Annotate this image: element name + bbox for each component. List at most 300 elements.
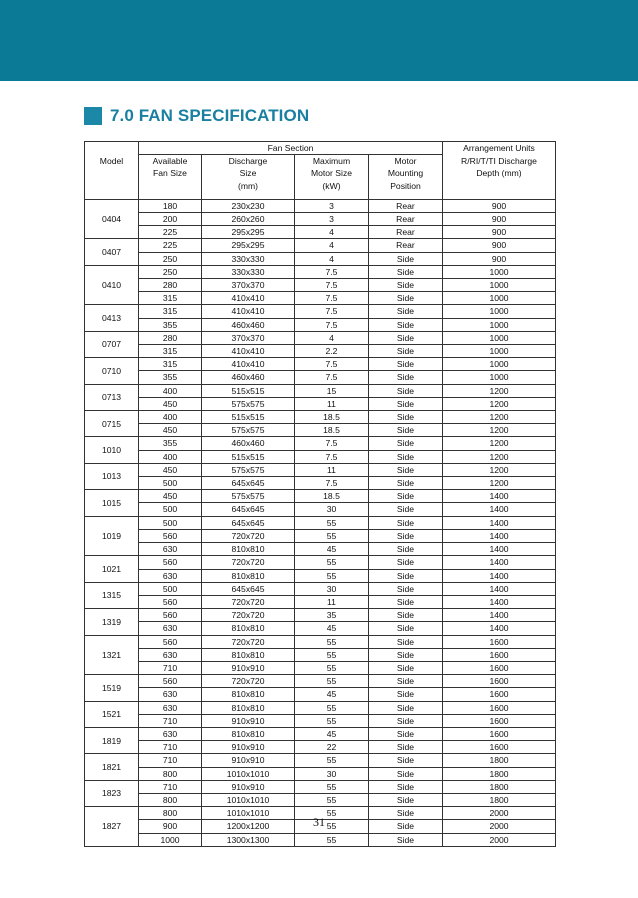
discharge-cell: 460x460: [202, 437, 295, 450]
depth-cell: 1200: [443, 477, 556, 490]
mounting-cell: Side: [369, 622, 443, 635]
motor-size-cell: 45: [295, 688, 369, 701]
fan-size-cell: 315: [139, 305, 202, 318]
mounting-cell: Side: [369, 754, 443, 767]
table-row: [85, 424, 556, 437]
depth-cell: 1600: [443, 648, 556, 661]
discharge-cell: 515x515: [202, 384, 295, 397]
fan-size-cell: 630: [139, 569, 202, 582]
mounting-cell: Side: [369, 516, 443, 529]
depth-cell: 1600: [443, 675, 556, 688]
discharge-cell: 1010x1010: [202, 807, 295, 820]
table-row: [85, 226, 556, 239]
motor-size-cell: 18.5: [295, 424, 369, 437]
header-cell: [139, 192, 202, 200]
motor-size-cell: 7.5: [295, 437, 369, 450]
table-row: [85, 503, 556, 516]
depth-cell: 1600: [443, 701, 556, 714]
discharge-cell: 645x645: [202, 503, 295, 516]
discharge-cell: 720x720: [202, 609, 295, 622]
mounting-cell: Side: [369, 793, 443, 806]
discharge-cell: 230x230: [202, 199, 295, 212]
table-row: [85, 463, 556, 476]
table-row: [85, 450, 556, 463]
motor-size-cell: 55: [295, 675, 369, 688]
table-row: [85, 213, 556, 226]
table-row: [85, 371, 556, 384]
mounting-cell: Side: [369, 675, 443, 688]
model-cell: 1821: [85, 754, 139, 780]
motor-size-cell: 45: [295, 543, 369, 556]
mounting-cell: Side: [369, 582, 443, 595]
discharge-cell: 460x460: [202, 318, 295, 331]
mounting-cell: Side: [369, 688, 443, 701]
fan-size-cell: 560: [139, 595, 202, 608]
motor-size-cell: 7.5: [295, 371, 369, 384]
motor-size-header-1: Maximum: [295, 155, 369, 168]
discharge-cell: 645x645: [202, 582, 295, 595]
motor-size-cell: 11: [295, 397, 369, 410]
fan-size-cell: 500: [139, 477, 202, 490]
model-cell: 1013: [85, 463, 139, 489]
mounting-header-3: Position: [369, 180, 443, 192]
mounting-cell: Rear: [369, 226, 443, 239]
table-row: [85, 714, 556, 727]
fan-size-cell: 630: [139, 701, 202, 714]
fan-size-cell: 400: [139, 384, 202, 397]
table-row: [85, 490, 556, 503]
fan-size-cell: 560: [139, 635, 202, 648]
fan-size-cell: 450: [139, 490, 202, 503]
table-row: [85, 609, 556, 622]
table-row: [85, 635, 556, 648]
motor-size-cell: 55: [295, 780, 369, 793]
depth-cell: 1600: [443, 635, 556, 648]
mounting-cell: Side: [369, 543, 443, 556]
table-row: [85, 569, 556, 582]
depth-cell: 1200: [443, 411, 556, 424]
depth-cell: 1200: [443, 424, 556, 437]
arrangement-header: Arrangement Units: [443, 142, 556, 155]
motor-size-cell: 55: [295, 635, 369, 648]
depth-cell: 1800: [443, 754, 556, 767]
table-row: [85, 595, 556, 608]
motor-size-cell: 55: [295, 648, 369, 661]
depth-cell: 1600: [443, 741, 556, 754]
mounting-cell: Side: [369, 252, 443, 265]
discharge-cell: 810x810: [202, 569, 295, 582]
table-row: [85, 279, 556, 292]
mounting-cell: Side: [369, 358, 443, 371]
depth-cell: 900: [443, 252, 556, 265]
table-row: [85, 411, 556, 424]
depth-cell: 1000: [443, 305, 556, 318]
fan-size-cell: 630: [139, 727, 202, 740]
mounting-cell: Side: [369, 595, 443, 608]
mounting-header-2: Mounting: [369, 167, 443, 179]
table-row: [85, 622, 556, 635]
motor-size-cell: 55: [295, 833, 369, 846]
page-number: 31: [313, 815, 325, 829]
mounting-cell: Side: [369, 701, 443, 714]
fan-size-cell: 400: [139, 450, 202, 463]
mounting-cell: Side: [369, 331, 443, 344]
depth-cell: 1000: [443, 358, 556, 371]
fan-size-cell: 710: [139, 714, 202, 727]
motor-size-cell: 4: [295, 252, 369, 265]
model-cell: 0404: [85, 199, 139, 239]
fan-size-cell: 200: [139, 213, 202, 226]
mounting-cell: Side: [369, 635, 443, 648]
depth-cell: 1800: [443, 780, 556, 793]
mounting-cell: Side: [369, 714, 443, 727]
fan-size-cell: 280: [139, 331, 202, 344]
table-row: [85, 199, 556, 212]
heading-square-icon: [84, 107, 102, 125]
motor-size-cell: 55: [295, 661, 369, 674]
discharge-cell: 910x910: [202, 754, 295, 767]
mounting-cell: Side: [369, 807, 443, 820]
mounting-cell: Side: [369, 265, 443, 278]
fan-size-cell: 250: [139, 265, 202, 278]
fan-size-cell: 500: [139, 516, 202, 529]
fan-size-cell: 250: [139, 252, 202, 265]
discharge-cell: 1300x1300: [202, 833, 295, 846]
mounting-cell: Rear: [369, 199, 443, 212]
table-row: [85, 727, 556, 740]
motor-size-cell: 30: [295, 503, 369, 516]
model-cell: 1321: [85, 635, 139, 675]
discharge-cell: 645x645: [202, 516, 295, 529]
model-cell: 1519: [85, 675, 139, 701]
depth-cell: 1600: [443, 661, 556, 674]
model-cell: 0413: [85, 305, 139, 331]
discharge-header-3: (mm): [202, 180, 295, 192]
motor-size-cell: 55: [295, 820, 369, 833]
model-cell: 1021: [85, 556, 139, 582]
mounting-header-1: Motor: [369, 155, 443, 168]
motor-size-cell: 22: [295, 741, 369, 754]
fan-size-cell: 560: [139, 675, 202, 688]
table-row: [85, 582, 556, 595]
discharge-cell: 575x575: [202, 424, 295, 437]
model-cell: 1019: [85, 516, 139, 556]
mounting-cell: Side: [369, 424, 443, 437]
motor-size-cell: 55: [295, 701, 369, 714]
fan-size-header-1: Available: [139, 155, 202, 168]
mounting-cell: Side: [369, 780, 443, 793]
discharge-cell: 515x515: [202, 450, 295, 463]
fan-size-cell: 800: [139, 807, 202, 820]
section-title: 7.0 FAN SPECIFICATION: [110, 106, 310, 125]
table-row: [85, 661, 556, 674]
model-cell: 1010: [85, 437, 139, 463]
header-band: [0, 0, 638, 81]
table-row: [85, 305, 556, 318]
header-cell: [85, 192, 139, 200]
table-row: [85, 318, 556, 331]
depth-cell: 1200: [443, 450, 556, 463]
motor-size-cell: 4: [295, 331, 369, 344]
fan-size-cell: 280: [139, 279, 202, 292]
fan-size-cell: 355: [139, 437, 202, 450]
discharge-cell: 910x910: [202, 741, 295, 754]
table-row: [85, 701, 556, 714]
motor-size-cell: 7.5: [295, 318, 369, 331]
header-cell: [443, 192, 556, 200]
discharge-cell: 260x260: [202, 213, 295, 226]
fan-size-cell: 710: [139, 741, 202, 754]
mounting-cell: Side: [369, 318, 443, 331]
mounting-cell: Side: [369, 503, 443, 516]
discharge-cell: 410x410: [202, 292, 295, 305]
depth-cell: 1000: [443, 318, 556, 331]
depth-cell: 1400: [443, 503, 556, 516]
discharge-cell: 1200x1200: [202, 820, 295, 833]
discharge-cell: 515x515: [202, 411, 295, 424]
header-cell: [295, 192, 369, 200]
discharge-cell: 910x910: [202, 780, 295, 793]
fan-size-cell: 560: [139, 529, 202, 542]
model-cell: 1521: [85, 701, 139, 727]
mounting-cell: Rear: [369, 239, 443, 252]
discharge-cell: 810x810: [202, 648, 295, 661]
depth-cell: 1400: [443, 569, 556, 582]
table-row: [85, 556, 556, 569]
motor-size-cell: 55: [295, 556, 369, 569]
motor-size-cell: 7.5: [295, 279, 369, 292]
fan-size-cell: 450: [139, 397, 202, 410]
fan-size-cell: 500: [139, 582, 202, 595]
motor-size-cell: 55: [295, 529, 369, 542]
depth-header-2: Depth (mm): [443, 167, 556, 179]
header-cell: [85, 180, 139, 192]
model-cell: 0713: [85, 384, 139, 410]
discharge-header-2: Size: [202, 167, 295, 179]
mounting-cell: Side: [369, 463, 443, 476]
mounting-cell: Side: [369, 648, 443, 661]
depth-cell: 1000: [443, 292, 556, 305]
mounting-cell: Side: [369, 727, 443, 740]
motor-size-cell: 3: [295, 199, 369, 212]
discharge-cell: 410x410: [202, 358, 295, 371]
model-cell: 1823: [85, 780, 139, 806]
header-cell: [369, 192, 443, 200]
mounting-cell: Side: [369, 767, 443, 780]
motor-size-cell: 18.5: [295, 411, 369, 424]
discharge-cell: 645x645: [202, 477, 295, 490]
depth-cell: 1000: [443, 279, 556, 292]
mounting-cell: Side: [369, 661, 443, 674]
fan-section-header: Fan Section: [139, 142, 443, 155]
motor-size-cell: 55: [295, 793, 369, 806]
model-cell: 1319: [85, 609, 139, 635]
discharge-cell: 910x910: [202, 714, 295, 727]
discharge-cell: 1010x1010: [202, 793, 295, 806]
header-cell: [443, 180, 556, 192]
depth-cell: 2000: [443, 820, 556, 833]
depth-cell: 900: [443, 199, 556, 212]
motor-size-cell: 4: [295, 226, 369, 239]
motor-size-cell: 30: [295, 767, 369, 780]
mounting-cell: Side: [369, 371, 443, 384]
discharge-cell: 1010x1010: [202, 767, 295, 780]
table-row: [85, 477, 556, 490]
header-cell: [202, 192, 295, 200]
motor-size-header-2: Motor Size: [295, 167, 369, 179]
discharge-cell: 720x720: [202, 595, 295, 608]
fan-size-cell: 225: [139, 239, 202, 252]
motor-size-cell: 45: [295, 727, 369, 740]
motor-size-cell: 7.5: [295, 358, 369, 371]
motor-size-cell: 45: [295, 622, 369, 635]
mounting-cell: Side: [369, 833, 443, 846]
table-row: [85, 384, 556, 397]
table-row: [85, 252, 556, 265]
model-cell: 1827: [85, 807, 139, 847]
discharge-cell: 720x720: [202, 675, 295, 688]
fan-size-cell: 560: [139, 556, 202, 569]
depth-cell: 1200: [443, 397, 556, 410]
mounting-cell: Side: [369, 556, 443, 569]
depth-cell: 1600: [443, 714, 556, 727]
depth-header-1: R/RI/T/TI Discharge: [443, 155, 556, 168]
discharge-cell: 810x810: [202, 701, 295, 714]
table-row: [85, 516, 556, 529]
motor-size-cell: 7.5: [295, 305, 369, 318]
discharge-cell: 810x810: [202, 622, 295, 635]
fan-size-cell: 450: [139, 463, 202, 476]
fan-size-cell: 315: [139, 358, 202, 371]
fan-size-cell: 1000: [139, 833, 202, 846]
discharge-cell: 720x720: [202, 529, 295, 542]
motor-size-cell: 18.5: [295, 490, 369, 503]
depth-cell: 1000: [443, 345, 556, 358]
model-cell: 0710: [85, 358, 139, 384]
fan-size-cell: 630: [139, 543, 202, 556]
table-row: [85, 833, 556, 846]
fan-size-cell: 315: [139, 292, 202, 305]
depth-cell: 1800: [443, 767, 556, 780]
depth-cell: 2000: [443, 833, 556, 846]
depth-cell: 1200: [443, 384, 556, 397]
table-row: [85, 754, 556, 767]
motor-size-cell: 55: [295, 754, 369, 767]
motor-size-cell: 7.5: [295, 292, 369, 305]
mounting-cell: Side: [369, 490, 443, 503]
mounting-cell: Side: [369, 450, 443, 463]
motor-size-cell: 55: [295, 516, 369, 529]
table-row: [85, 780, 556, 793]
model-cell: 0715: [85, 411, 139, 437]
depth-cell: 1000: [443, 371, 556, 384]
mounting-cell: Side: [369, 741, 443, 754]
depth-cell: 1400: [443, 622, 556, 635]
table-row: [85, 793, 556, 806]
depth-cell: 2000: [443, 807, 556, 820]
mounting-cell: Side: [369, 397, 443, 410]
depth-cell: 1200: [443, 437, 556, 450]
table-row: [85, 345, 556, 358]
motor-size-cell: 11: [295, 463, 369, 476]
discharge-cell: 575x575: [202, 490, 295, 503]
model-cell: 0707: [85, 331, 139, 357]
motor-size-cell: 11: [295, 595, 369, 608]
discharge-cell: 410x410: [202, 305, 295, 318]
motor-size-cell: 7.5: [295, 265, 369, 278]
depth-cell: 900: [443, 213, 556, 226]
model-cell: 1315: [85, 582, 139, 608]
motor-size-cell: 7.5: [295, 450, 369, 463]
section-heading: [84, 105, 309, 127]
fan-size-cell: 500: [139, 503, 202, 516]
depth-cell: 1200: [443, 463, 556, 476]
header-cell: [85, 142, 139, 155]
table-row: [85, 358, 556, 371]
depth-cell: 1400: [443, 529, 556, 542]
fan-size-cell: 560: [139, 609, 202, 622]
table-row: [85, 239, 556, 252]
motor-size-cell: 15: [295, 384, 369, 397]
discharge-cell: 295x295: [202, 226, 295, 239]
motor-size-cell: 2.2: [295, 345, 369, 358]
discharge-cell: 330x330: [202, 252, 295, 265]
depth-cell: 900: [443, 226, 556, 239]
fan-size-cell: 225: [139, 226, 202, 239]
depth-cell: 1400: [443, 582, 556, 595]
table-row: [85, 397, 556, 410]
table-row: [85, 741, 556, 754]
motor-size-cell: 3: [295, 213, 369, 226]
model-cell: 1819: [85, 727, 139, 753]
table-row: [85, 688, 556, 701]
mounting-cell: Side: [369, 477, 443, 490]
mounting-cell: Rear: [369, 213, 443, 226]
fan-size-cell: 710: [139, 661, 202, 674]
discharge-cell: 720x720: [202, 556, 295, 569]
discharge-cell: 910x910: [202, 661, 295, 674]
fan-size-cell: 900: [139, 820, 202, 833]
mounting-cell: Side: [369, 292, 443, 305]
motor-size-cell: 7.5: [295, 477, 369, 490]
mounting-cell: Side: [369, 345, 443, 358]
depth-cell: 1400: [443, 490, 556, 503]
mounting-cell: Side: [369, 411, 443, 424]
table-row: [85, 265, 556, 278]
mounting-cell: Side: [369, 820, 443, 833]
table-row: [85, 543, 556, 556]
fan-size-header-2: Fan Size: [139, 167, 202, 179]
model-cell: 0407: [85, 239, 139, 265]
header-cell: [85, 167, 139, 179]
motor-size-cell: 55: [295, 714, 369, 727]
fan-size-cell: 630: [139, 622, 202, 635]
discharge-cell: 460x460: [202, 371, 295, 384]
model-cell: 0410: [85, 265, 139, 305]
discharge-header-1: Discharge: [202, 155, 295, 168]
discharge-cell: 410x410: [202, 345, 295, 358]
model-header: Model: [85, 155, 139, 168]
fan-size-cell: 710: [139, 780, 202, 793]
mounting-cell: Side: [369, 279, 443, 292]
header-cell: [139, 180, 202, 192]
depth-cell: 1400: [443, 516, 556, 529]
depth-cell: 900: [443, 239, 556, 252]
depth-cell: 1600: [443, 727, 556, 740]
table-row: [85, 675, 556, 688]
fan-size-cell: 800: [139, 767, 202, 780]
mounting-cell: Side: [369, 305, 443, 318]
